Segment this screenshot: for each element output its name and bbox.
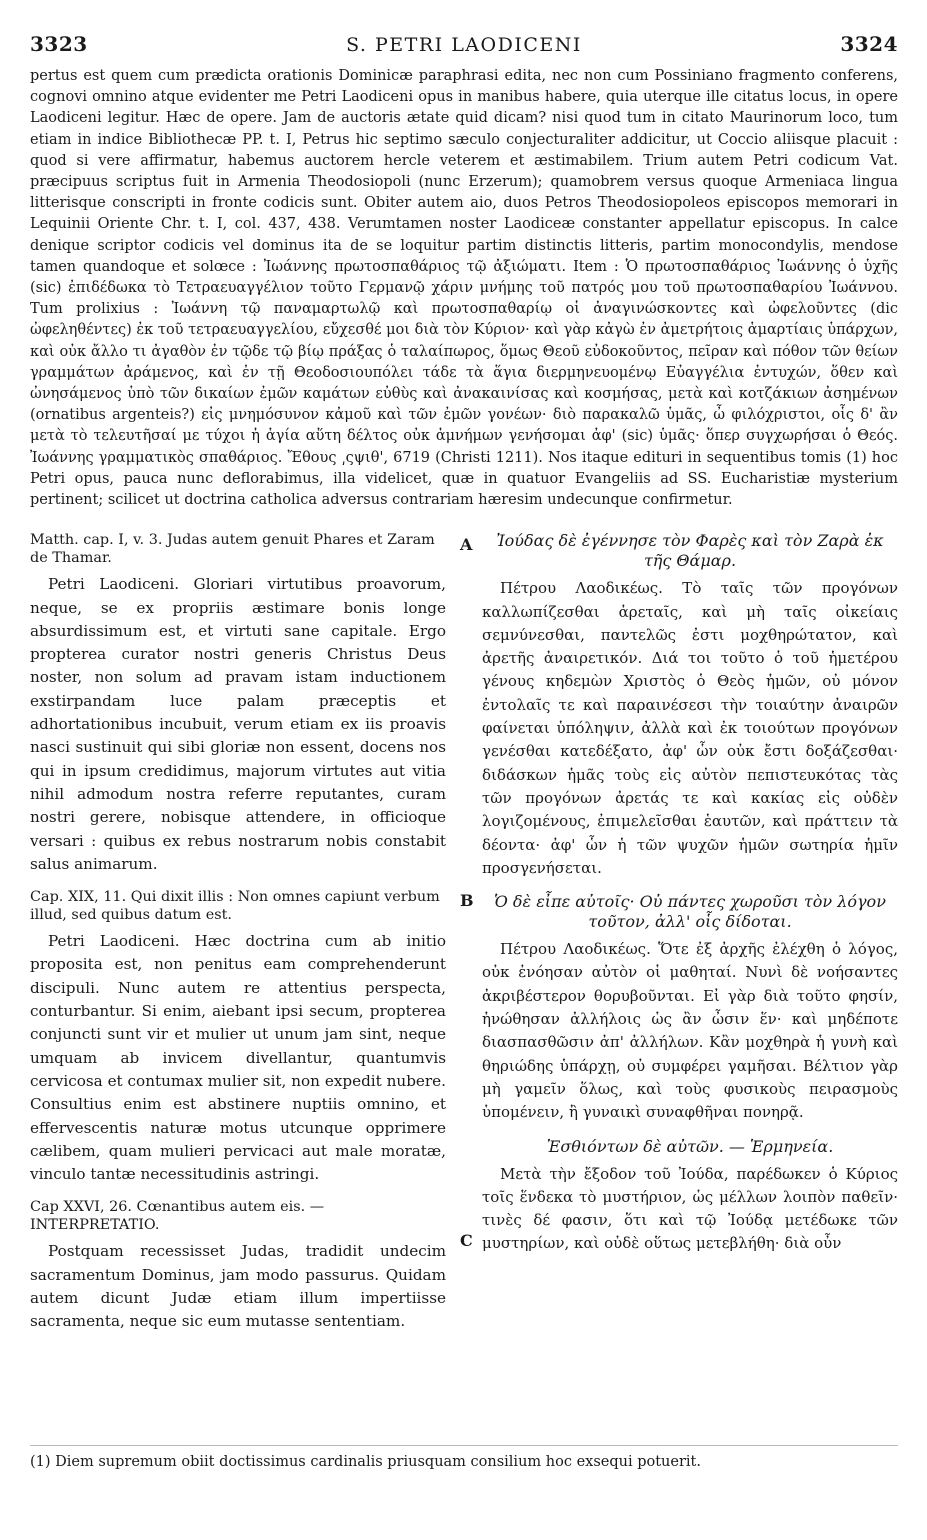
margin-letter-b: B xyxy=(460,891,474,911)
intro-text: pertus est quem cum prædicta orationis Dominicæ paraphrasi edita, nec non cum Possiniano fragmento conferens, cognovi omnino atque evidenter me Petri Laodiceni opus in manibus habere, quia uterque ille citatus locus, in opere Laodiceni legitur. Hæc de opere. Jam de auctoris ætate quid dicam? nisi quod tum in citato Maurinorum loco, tum etiam in indice Bibliothecæ PP. t. I, Petrus hic septimo sæculo conjecturaliter addicitur, ut Coccio aliisque placuit : quod si vere affirmatur, habemus auctorem hercle veterem et æstimabilem. Trium autem Petri codicum Vat. præcipuus scriptus fuit in Armenia Theodosiopoli (nunc Erzerum); quamobrem versus quoque Armeniaca lingua litterisque conscripti in fronte codicis sunt. Obiter autem aio, duos Petros Theodosiopoleos episcopos memorari in Lequinii Oriente Chr. t. I, col. 437, 438. Verumtamen noster Laodiceæ constanter appellatur episcopus. In calce denique scriptor codicis vel dominus ita de se loquitur partim distinctis litteris, partim monocondylis, mendose tamen quandoque et solœce : Ἰωάννης πρωτοσπαθάριος τῷ ἀξιώματι. Item : Ὁ πρωτοσπαθάριος Ἰωάννης ὁ ὑχῆς (sic) ἐπιδέδωκα τὸ Τετραευαγγέλιον τοῦτο Γερμανῷ χάριν μνήμης τοῦ πατρός μου τοῦ πρωτοσπαθαρίου Ἰωάννου. Tum prolixius : Ἰωάννη τῷ παναμαρτωλῷ καὶ πρωτοσπαθαρίῳ οἱ ἀναγινώσκοντες καὶ ὠφελοῦντες (dic ὠφεληθέντες) ἐκ τοῦ τετραευαγγελίου, εὔχεσθέ μοι διὰ τὸν Κύριον· καὶ γὰρ κἀγὼ ἐν ἀμετρήτοις ἁμαρτίαις ὑπάρχων, καὶ οὐκ ἄλλο τι ἀγαθὸν ἐν τῷδε τῷ βίῳ πράξας ὁ ταλαίπωρος, ὅμως Θεοῦ εὐδοκοῦντος, πεῖραν καὶ πόθον τῶν θείων γραμμάτων ἀράμενος, καὶ ἐν τῇ Θεοδοσιουπόλει τάδε τὰ ἅγια διερμηνευομένῳ Εὐαγγέλια ἐντυχών, ὅθεν καὶ ὠνησάμενος ὑπὸ τῶν δικαίων ἐμῶν καμάτων εὐθὺς καὶ ἀνακαινίσας καὶ κοσμήσας, μετὰ καὶ κοτζάκιων ἀσημένων (ornatibus argenteis?) εἰς μνημόσυνον κἀμοῦ καὶ τῶν ἐμῶν γονέων· διὸ παρακαλῶ ὑμᾶς, ὦ φιλόχριστοι, οἷς δ' ἂν μετὰ τὸ τελευτῆσαί με τύχοι ἡ ἁγία αὕτη δέλτος οὐκ ἀμνήμων γενήσομαι ἀφ' (sic) ὑμᾶς· ὅπερ συγχωρήσαι ὁ Θεός. Ἰωάννης γραμματικὸς σπαθάριος. Ἔθους ͵ςψιθ', 6719 (Christi 1211). Nos itaque edituri in sequentibus tomis (1) hoc Petri opus, pauca nunc deflorabimus, illa videlicet, quæ in quatuor Evangeliis ad SS. Eucharistiæ mysterium pertinent; scilicet ut doctrina catholica adversus contrariam hæresim undecunque confirmetur. xyxy=(30,68,898,509)
two-column-body xyxy=(30,531,898,1345)
greek-section-2-heading: Ὁ δὲ εἶπε αὐτοῖς· Οὐ πάντες χωροῦσι τὸν λόγον τοῦτον, ἀλλ' οἷς δίδοται. xyxy=(494,892,886,932)
margin-letter-c: C xyxy=(460,1231,473,1251)
greek-section-2-text: Πέτρου Λαοδικέως. Ὅτε ἐξ ἀρχῆς ἐλέχθη ὁ λόγος, οὐκ ἐνόησαν αὐτὸν οἱ μαθηταί. Νυνὶ δὲ νοήσαντες ἀκριβέστερον θορυβοῦνται. Εἰ γὰρ διὰ τοῦτο φησίν, ἡνώθησαν ἀλλήλοις ὡς ἂν ὦσιν ἕν· καὶ μηδέποτε διασπασθῶσιν ἀπ' ἀλλήλων. Κἂν μοχθηρὰ ἡ γυνὴ καὶ θηριώδης ὑπάρχῃ, οὐ συμφέρει γαμῆσαι. Βέλτιον γὰρ μὴ γαμεῖν ὅλως, καὶ τοὺς φυσικοὺς πειρασμοὺς ὑπομένειν, ἢ γυναικὶ συναφθῆναι πονηρᾷ. xyxy=(482,940,898,1122)
page-title: S. PETRI LAODICENI xyxy=(346,34,582,56)
latin-section-2-heading: Cap. XIX, 11. Qui dixit illis : Non omnes capiunt verbum illud, sed quibus datum est. xyxy=(30,889,440,924)
page xyxy=(30,28,898,1345)
latin-section-3-text: Postquam recessisset Judas, tradidit undecim sacramentum Dominus, jam modo passurus. Quidam autem dicunt Judæ etiam illum impertiisse sacramenta, neque sic eum mutasse sententiam. xyxy=(30,1242,446,1331)
margin-letter-a: A xyxy=(460,535,473,555)
right-column-number: 3324 xyxy=(840,32,898,56)
greek-section-1-text: Πέτρου Λαοδικέως. Τὸ ταῖς τῶν προγόνων καλλωπίζεσθαι ἀρεταῖς, καὶ μὴ ταῖς οἰκείαις σεμνύνεσθαι, παντελῶς ἐστι μοχθηρώτατον, καὶ ἀρετῆς ἀναιρετικόν. Διά τοι τοῦτο ὁ τοῦ ἡμετέρου γένους κηδεμὼν Χριστὸς ὁ Θεὸς ἡμῶν, οὐ μόνον ἐντολαῖς τε καὶ παραινέσεσι τὴν τοιαύτην ἀναιρῶν φαίνεται ὑπόληψιν, ἀλλὰ καὶ ἐκ τοιούτων προγόνων γενέσθαι κατεδέξατο, ἀφ' ὧν οὐκ ἔστι δοξάζεσθαι· διδάσκων ἡμᾶς τοὺς εἰς αὐτὸν πεπιστευκότας τὰς τῶν προγόνων ἀρετάς τε καὶ κακίας εἰς οὐδὲν λογιζομένους, ἐπιμελεῖσθαι ἑαυτῶν, καὶ πράττειν τὰ δέοντα· ἀφ' ὧν ἡ τῶν ψυχῶν ἡμῶν σωτηρία ἡμῖν προσγενήσεται. xyxy=(482,579,898,877)
footnote: (1) Diem supremum obiit doctissimus cardinalis priusquam consilium hoc exsequi potuerit. xyxy=(30,1445,898,1472)
latin-section-1-text: Petri Laodiceni. Gloriari virtutibus proavorum, neque, se ex propriis æstimare bonis longe absurdissimum est, et virtuti sane capitale. Ergo propterea curator nostri generis Christus Deus noster, non solum ad pravam istam inductionem exstirpandam luce palam præceptis et adhortationibus incubuit, verum etiam ex iis proavis nasci sustinuit qui sibi gloriæ non essent, docens nos qui in ipsum credidimus, majorum virtutes aut vitia nihil admodum nostra referre reputantes, curam nostri gerere, nobisque attendere, in officioque versari : quibus ex rebus nostrarum nobis constabit salus animarum. xyxy=(30,575,446,873)
greek-column xyxy=(482,531,898,1267)
latin-section-3-heading: Cap XXVI, 26. Cœnantibus autem eis. — INTERPRETATIO. xyxy=(30,1199,325,1234)
latin-section-1-heading: Matth. cap. I, v. 3. Judas autem genuit Phares et Zaram de Thamar. xyxy=(30,532,435,567)
greek-section-3-heading: Ἐσθιόντων δὲ αὐτῶν. — Ἑρμηνεία. xyxy=(546,1136,834,1156)
left-column-number: 3323 xyxy=(30,32,88,56)
page-header xyxy=(30,28,898,64)
greek-section-1-heading: Ἰούδας δὲ ἐγέννησε τὸν Φαρὲς καὶ τὸν Ζαρὰ ἐκ τῆς Θάμαρ. xyxy=(496,531,884,571)
greek-section-3-text: Μετὰ τὴν ἔξοδον τοῦ Ἰούδα, παρέδωκεν ὁ Κύριος τοῖς ἕνδεκα τὸ μυστήριον, ὡς μέλλων λοιπὸν παθεῖν· τινὲς δέ φασιν, ὅτι καὶ τῷ Ἰούδᾳ μετέδωκε τῶν μυστηρίων, καὶ οὐδὲ οὕτως μετεβλήθη· διὰ οὖν xyxy=(482,1164,898,1253)
latin-column xyxy=(30,531,446,1345)
latin-section-2-text: Petri Laodiceni. Hæc doctrina cum ab initio proposita est, non penitus eam comprehenderunt discipuli. Nunc autem re attentius perspecta, conturbantur. Si enim, aiebant ipsi secum, propterea conjuncti sunt vir et mulier ut unum jam sint, neque umquam ab invicem divellantur, quantumvis cervicosa et contumax mulier sit, non expedit nubere. Consultius enim est abstinere nuptiis omnino, et effervescentis naturæ motus utcunque opprimere cælibem, quam mulieri pervicaci aut male moratæ, vinculo tantæ necessitudinis astringi. xyxy=(30,932,446,1184)
intro-paragraph xyxy=(30,66,898,511)
